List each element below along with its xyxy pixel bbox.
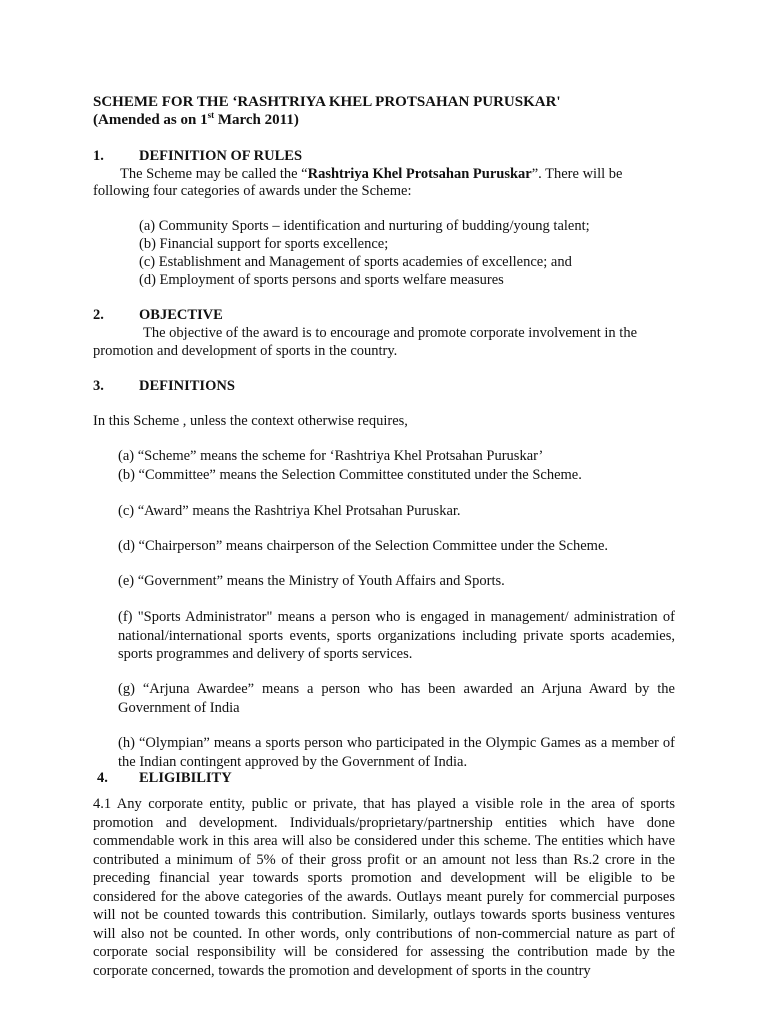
list-item: (a) Community Sports – identification and nurturing of budding/young talent;	[139, 218, 590, 234]
subtitle-prefix: (Amended as on 1	[93, 112, 208, 128]
section-2-text-line1: The objective of the award is to encourage and promote corporate involvement in the	[143, 325, 638, 341]
section-1-intro	[120, 166, 622, 183]
section-3-number: 3.	[93, 378, 104, 394]
definition-item: (e) “Government” means the Ministry of Youth Affairs and Sports.	[118, 573, 505, 589]
eligibility-paragraph: 4.1 Any corporate entity, public or private, that has played a visible role in the area of sports promotion and development. Individuals/proprietary/partnership entities which have done commendable work in this area will also be considered under this scheme. The entities which have contributed a minimum of 5% of their gross profit or an amount not less than Rs.2 crore in the preceding financial year towards sports promotion and development will be eligible to be considered for the above categories of the awards. Outlays meant purely for commercial purposes will not be counted towards this contribution. Similarly, outlays towards sports business ventures will also not be counted. In other words, only contributions of non-commercial nature as part of corporate social responsibility will be considered for assessing the contribution made by the corporate concerned, towards the promotion and development of sports in the country	[93, 796, 675, 979]
section-4-heading: ELIGIBILITY	[139, 770, 232, 786]
section-2-heading: OBJECTIVE	[139, 307, 223, 323]
section-2-text-line2: promotion and development of sports in the country.	[93, 343, 398, 359]
definition-item-wrapped	[118, 734, 675, 771]
intro-text-end: ”. There will be	[531, 166, 623, 182]
intro-text-start: The Scheme may be called the “	[120, 166, 308, 182]
definition-item: (c) “Award” means the Rashtriya Khel Protsahan Puruskar.	[118, 503, 461, 519]
definition-item-wrapped	[118, 680, 675, 717]
definition-text: (f) "Sports Administrator" means a person who is engaged in management/ administration of national/international sports events, sports organizations including private sports academies, sports programmes and delivery of sports services.	[118, 609, 675, 662]
definition-text: (g) “Arjuna Awardee” means a person who has been awarded an Arjuna Award by the Government of India	[118, 681, 675, 716]
list-item: (d) Employment of sports persons and sports welfare measures	[139, 272, 504, 288]
section-1-heading: DEFINITION OF RULES	[139, 148, 303, 164]
section-3-heading: DEFINITIONS	[139, 378, 235, 394]
section-2-number: 2.	[93, 307, 104, 323]
section-1-number: 1.	[93, 148, 104, 164]
section-4-number: 4.	[97, 770, 108, 786]
section-1-intro-line2: following four categories of awards under the Scheme:	[93, 183, 412, 199]
definition-item: (d) “Chairperson” means chairperson of the Selection Committee under the Scheme.	[118, 538, 609, 554]
subtitle-suffix: March 2011)	[214, 112, 299, 128]
document-title: SCHEME FOR THE ‘RASHTRIYA KHEL PROTSAHAN PURUSKAR'	[93, 94, 561, 110]
definition-item-wrapped	[118, 608, 675, 664]
definition-item: (b) “Committee” means the Selection Committee constituted under the Scheme.	[118, 467, 582, 483]
subtitle-superscript: st	[207, 110, 215, 120]
list-item: (b) Financial support for sports excellence;	[139, 236, 389, 252]
definition-text: (h) “Olympian” means a sports person who participated in the Olympic Games as a member of the Indian contingent approved by the Government of India.	[118, 735, 675, 770]
list-item: (c) Establishment and Management of sports academies of excellence; and	[139, 254, 572, 270]
definition-item: (a) “Scheme” means the scheme for ‘Rashtriya Khel Protsahan Puruskar’	[118, 448, 544, 464]
section-3-intro: In this Scheme , unless the context otherwise requires,	[93, 413, 408, 429]
document-subtitle	[93, 112, 299, 129]
scheme-name-bold: Rashtriya Khel Protsahan Puruskar	[307, 166, 532, 182]
